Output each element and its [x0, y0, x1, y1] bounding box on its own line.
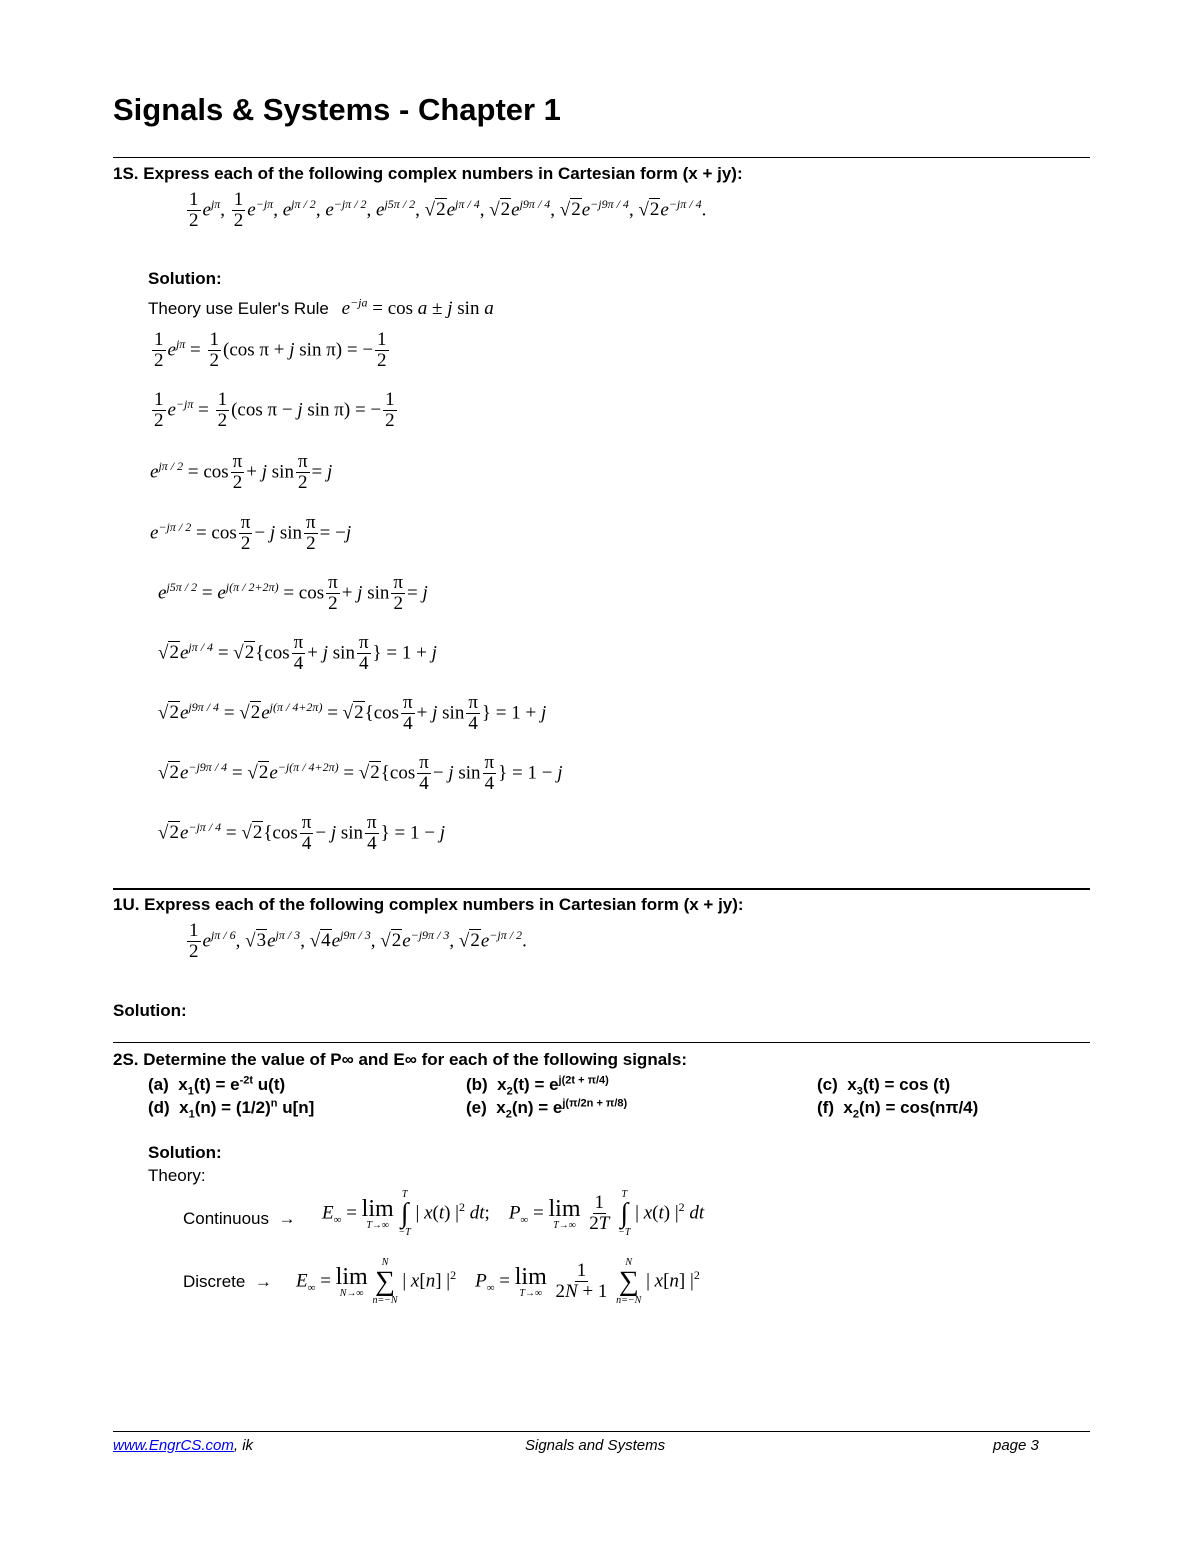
footer-author: , ik: [233, 1437, 254, 1454]
question-1u-expressions: $\frac{1}{2}$ $e^{j\pi / 6}$, $√3e^{j\pi / 3}$, $√4e^{j9\pi / 3}$, $√2e^{-j9\pi / 3}$, $√2e^{-j\pi / 2}$.: [189, 920, 527, 962]
signal-e: (e) $x_2(n) = e^{j(\pi/2n + \pi/8)}$: [466, 1097, 628, 1121]
discrete-formula: $E_\infty$ = lim N→∞ N ∑ n=−N | x[n] $|^2$ $P_\infty$ = lim T→∞ $\frac{1}{2N + 1}$ N ∑ n=−N | x[n] $|^2$: [296, 1257, 700, 1306]
equation-2: $\frac{1}{2}$ $e^{-j\pi}$ = $\frac{1}{2}$ (cos π − j sin π) = − $\frac{1}{2}$: [154, 389, 395, 431]
question-2s: 2S. Determine the value of P∞ and E∞ for each of the following signals:: [113, 1050, 687, 1069]
page-title: Signals & Systems - Chapter 1: [113, 92, 561, 127]
footer-divider: [113, 1431, 1090, 1432]
solution-label: Solution:: [148, 1143, 222, 1162]
footer-left: [113, 1437, 253, 1454]
equation-7: $√2e^{j9\pi / 4} = √2e^{j(\pi / 4+2\pi)} = √2\{\cos$ $\frac{\pi}{4}$ + j sin $\frac{\pi}{4}$ } = 1 + j: [158, 692, 547, 734]
signal-b: (b) $x_2(t) = e^{j(2t + \pi/4)}$: [466, 1074, 609, 1098]
divider: [113, 1042, 1090, 1043]
theory-label: Theory:: [148, 1166, 206, 1185]
question-1s-expressions: $\frac{1}{2}$ $e^{j\pi}$, $\frac{1}{2}$ $e^{-j\pi}$, $e^{j\pi / 2}$, $e^{-j\pi / 2}$, $e^{j5\pi / 2}$, $√2e^{j\pi / 4}$, $√2e^{j9\pi / 4}$, $√2e^{-j9\pi / 4}$, $√2e^{-j\pi / 4}$.: [189, 189, 707, 231]
discrete-label: Discrete →: [183, 1272, 272, 1291]
continuous-label: Continuous →: [183, 1209, 296, 1228]
footer-link[interactable]: www.EngrCS.com: [113, 1437, 234, 1454]
signal-c: (c) $x_3(t) = \cos (t)$: [817, 1075, 951, 1098]
divider: [113, 888, 1090, 890]
equation-9: $√2e^{-j\pi / 4} = √2\{\cos$ $\frac{\pi}{4}$ − j sin $\frac{\pi}{4}$ } = 1 − j: [158, 812, 445, 854]
signal-a: (a) $x_1(t) = e^{-2t}$ u(t): [148, 1074, 286, 1098]
divider: [113, 157, 1090, 158]
equation-1: $\frac{1}{2}$ $e^{j\pi}$ = $\frac{1}{2}$ (cos π + j sin π) = − $\frac{1}{2}$: [154, 329, 387, 371]
signal-d: (d) $x_1(n) = (1/2)^n$ u[n]: [148, 1097, 315, 1121]
footer-page-number: page 3: [993, 1437, 1039, 1454]
signal-f: (f) $x_2(n) = \cos(n\pi/4)$: [817, 1098, 979, 1121]
equation-4: $e^{-j\pi / 2} = \cos$ $\frac{\pi}{2}$ − j sin $\frac{\pi}{2}$ = −j: [150, 512, 352, 554]
question-1s: 1S. Express each of the following complex numbers in Cartesian form (x + jy):: [113, 164, 743, 183]
theory-text: Theory use Euler's Rule $e^{-ja} = \cos a \pm j$ sin a: [148, 295, 494, 319]
question-1u: 1U. Express each of the following complex numbers in Cartesian form (x + jy):: [113, 895, 744, 914]
footer-center: Signals and Systems: [525, 1437, 666, 1454]
equation-3: $e^{j\pi / 2} = \cos$ $\frac{\pi}{2}$ + j sin $\frac{\pi}{2}$ = j: [150, 451, 333, 493]
continuous-formula: $E_\infty$ = lim T→∞ T ∫ −T | x(t) $|^2$ dt; $P_\infty$ = lim T→∞ $\frac{1}{2T}$ T ∫ −T | x(t) $|^2$ dt: [322, 1189, 705, 1238]
equation-5: $e^{j5\pi / 2} = e^{j(\pi / 2+2\pi)} = \cos$ $\frac{\pi}{2}$ + j sin $\frac{\pi}{2}$ = j: [158, 572, 428, 614]
equation-8: $√2e^{-j9\pi / 4} = √2e^{-j(\pi / 4+2\pi)} = √2\{\cos$ $\frac{\pi}{4}$ − j sin $\frac{\pi}{4}$ } = 1 − j: [158, 752, 563, 794]
equation-6: $√2e^{j\pi / 4} = √2\{\cos$ $\frac{\pi}{4}$ + j sin $\frac{\pi}{4}$ } = 1 + j: [158, 632, 437, 674]
solution-label: Solution:: [148, 269, 222, 288]
solution-label: Solution:: [113, 1001, 187, 1020]
